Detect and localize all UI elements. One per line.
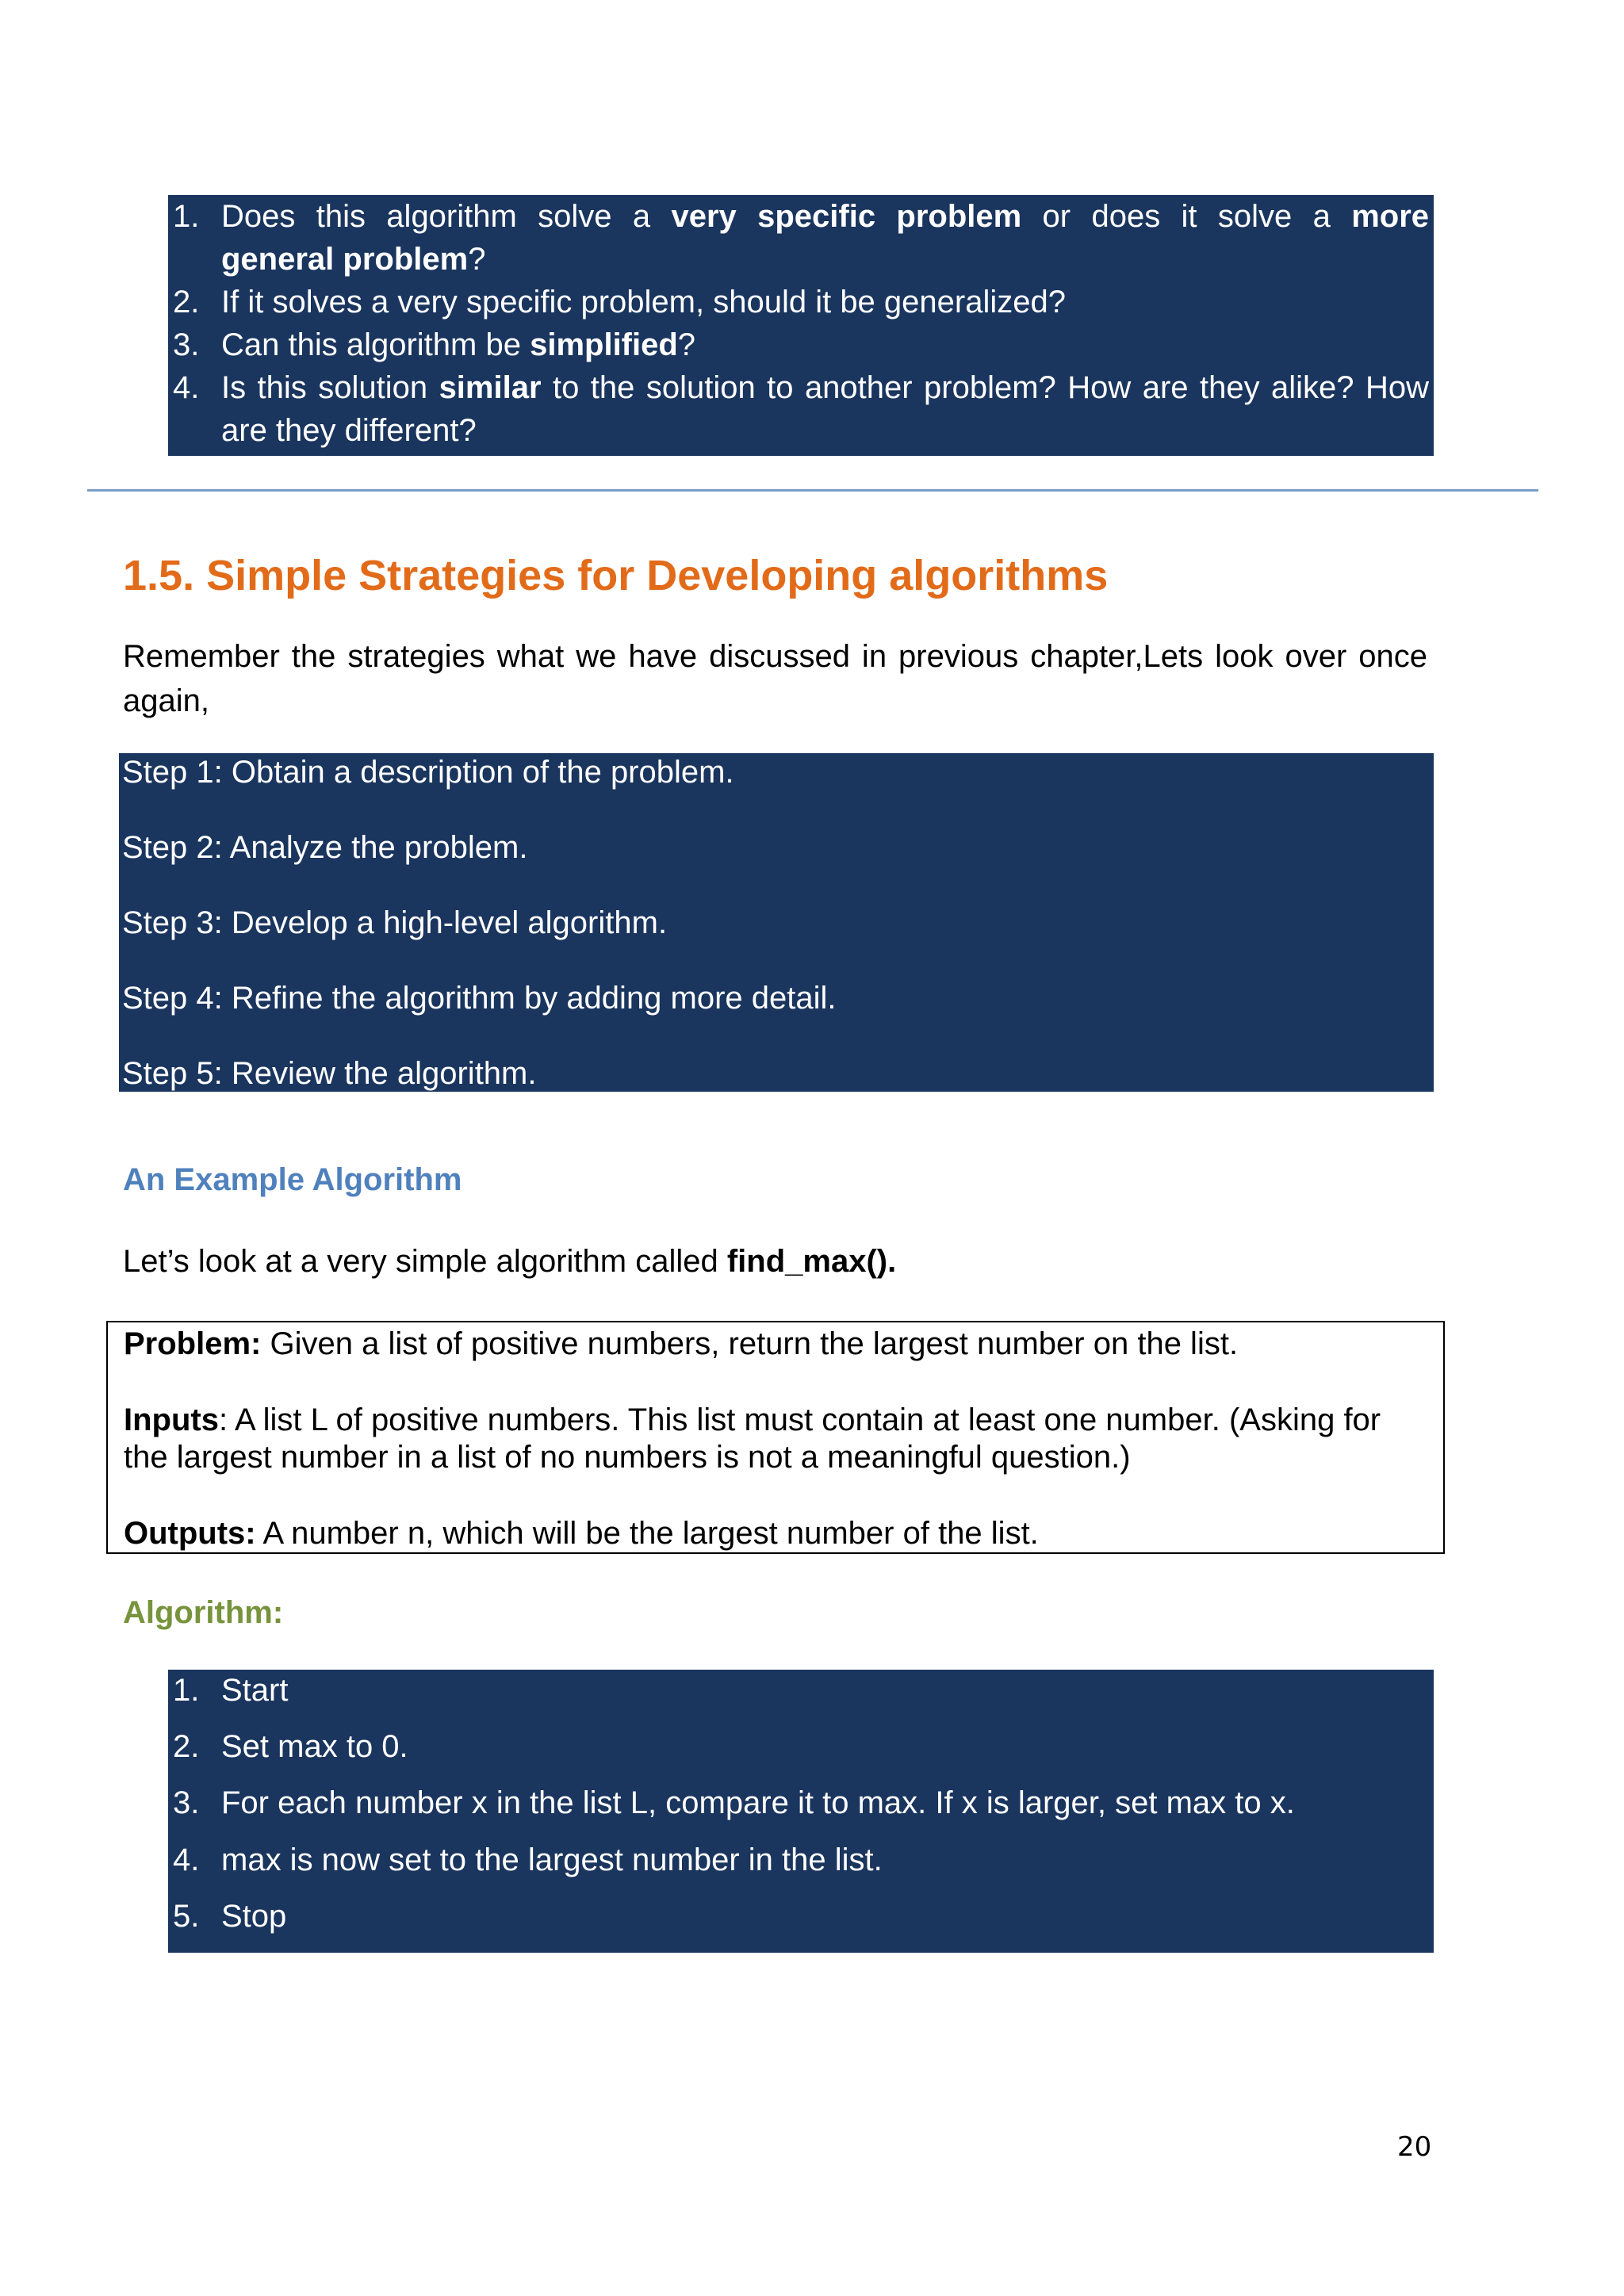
strategy-step-4: Step 4: Refine the algorithm by adding more detail. <box>122 981 837 1016</box>
text-span: For each number x in the list L, compare it to max. If x is larger, set max to x. <box>221 1785 1295 1820</box>
list-number: 1. <box>173 199 200 234</box>
text-span: to the solution to another problem? How are they alike? How are they different? <box>221 370 1429 448</box>
text-span: Set max to 0. <box>221 1729 408 1764</box>
algorithm-step-5 <box>173 1897 286 1935</box>
list-number: 2. <box>173 285 200 320</box>
emphasis-text: very specific problem <box>671 199 1022 234</box>
text-span: Let’s look at a very simple algorithm called <box>123 1244 727 1279</box>
text-span: Is this solution <box>221 370 439 405</box>
text-span: Start <box>221 1673 289 1708</box>
review-question-2 <box>168 281 1434 323</box>
algorithm-step-1 <box>173 1671 288 1709</box>
problem-text: Given a list of positive numbers, return the largest number on the list. <box>261 1326 1239 1361</box>
algorithm-steps-box <box>168 1670 1434 1953</box>
section-heading: 1.5. Simple Strategies for Developing algorithms <box>123 552 1109 599</box>
inputs-line-1 <box>124 1401 1381 1439</box>
list-number: 5. <box>173 1899 200 1934</box>
algorithm-step-2 <box>173 1728 408 1766</box>
review-question-1-line-2 <box>221 238 1429 281</box>
inputs-line-2: the largest number in a list of no numbers is not a meaningful question.) <box>124 1440 1131 1475</box>
emphasis-text: simplified <box>530 327 678 362</box>
text-span: ? <box>677 327 696 362</box>
strategy-steps-box <box>119 753 1434 1092</box>
emphasis-text: more <box>1351 199 1430 234</box>
review-question-1-line-1 <box>221 195 1429 238</box>
problem-label: Problem: <box>124 1326 262 1361</box>
list-number: 2. <box>173 1729 200 1764</box>
inputs-text: : A list L of positive numbers. This list must contain at least one number. (Asking for <box>218 1402 1381 1437</box>
example-heading: An Example Algorithm <box>123 1162 462 1197</box>
algorithm-step-4 <box>173 1841 883 1879</box>
emphasis-text: similar <box>439 370 542 405</box>
outputs-line <box>124 1514 1039 1552</box>
function-name: find_max(). <box>726 1244 897 1279</box>
algorithm-step-3 <box>173 1784 1295 1822</box>
text-span: If it solves a very specific problem, should it be generalized? <box>221 285 1066 320</box>
inputs-label: Inputs <box>124 1402 219 1437</box>
outputs-text: A number n, which will be the largest number of the list. <box>255 1516 1039 1551</box>
text-span: ? <box>468 242 486 277</box>
review-question-1 <box>168 195 1434 281</box>
list-number: 3. <box>173 327 200 362</box>
review-question-3 <box>168 323 1434 366</box>
list-number: 4. <box>173 370 200 405</box>
outputs-label: Outputs: <box>124 1516 256 1551</box>
problem-line <box>124 1325 1238 1363</box>
strategy-step-2: Step 2: Analyze the problem. <box>122 830 528 865</box>
list-number: 3. <box>173 1785 200 1820</box>
review-question-4 <box>168 366 1434 452</box>
strategy-step-1: Step 1: Obtain a description of the problem. <box>122 755 734 790</box>
emphasis-text: general problem <box>221 242 469 277</box>
strategy-step-3: Step 3: Develop a high-level algorithm. <box>122 905 668 940</box>
problem-definition-box <box>106 1321 1445 1554</box>
strategy-step-5: Step 5: Review the algorithm. <box>122 1056 537 1091</box>
section-divider <box>87 489 1538 492</box>
page-number: 20 <box>1397 2131 1432 2163</box>
review-questions-list <box>168 195 1434 452</box>
algorithm-heading: Algorithm: <box>123 1595 284 1630</box>
intro-paragraph: Remember the strategies what we have discussed in previous chapter,Lets look over once again, <box>123 639 1427 718</box>
text-span: Stop <box>221 1899 287 1934</box>
text-span: Does this algorithm solve a <box>221 199 672 234</box>
text-span: max is now set to the largest number in the list. <box>221 1843 883 1877</box>
list-number: 4. <box>173 1843 200 1877</box>
review-questions-box <box>168 195 1434 456</box>
text-span: Can this algorithm be <box>221 327 530 362</box>
example-lead-sentence <box>123 1244 896 1280</box>
text-span: or does it solve a <box>1021 199 1352 234</box>
list-number: 1. <box>173 1673 200 1708</box>
